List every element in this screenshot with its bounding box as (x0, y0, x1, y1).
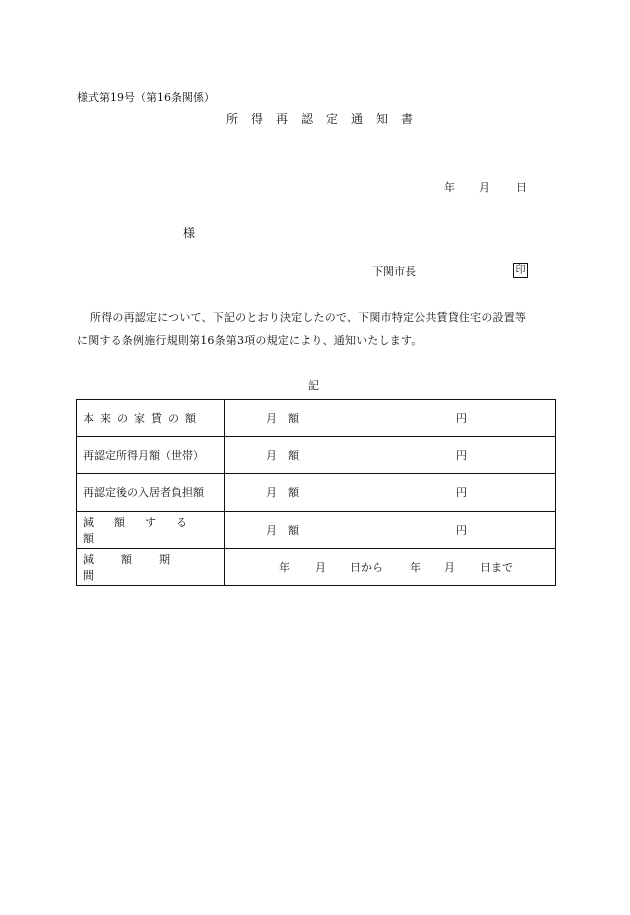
date-year-label: 年 (444, 181, 455, 194)
table-row (77, 511, 556, 548)
table-row (77, 548, 556, 585)
period-from-month: 月 (315, 560, 326, 574)
body-text-line-1: 所得の再認定について、下記のとおり決定したので、下関市特定公共賃貸住宅の設置等 (90, 311, 527, 324)
row-value (225, 437, 556, 474)
row-label: 再認定所得月額（世帯） (77, 437, 225, 474)
yen-label: 円 (456, 449, 467, 463)
table-row (77, 400, 556, 437)
row-value (225, 474, 556, 511)
date-day-label: 日 (516, 181, 527, 194)
monthly-label: 月 額 (266, 412, 299, 426)
yen-label: 円 (456, 412, 467, 426)
seal-mark: 印 (513, 263, 528, 278)
document-title: 所得再認定通知書 (226, 112, 427, 126)
addressee-suffix: 様 (183, 226, 196, 240)
row-label: 本来の家賃の額 (77, 400, 225, 437)
form-number: 様式第19号（第16条関係） (77, 91, 215, 104)
table-row (77, 437, 556, 474)
period-value (225, 548, 556, 585)
yen-label: 円 (456, 523, 467, 537)
period-from-day: 日から (350, 560, 383, 574)
ki-heading: 記 (308, 379, 319, 392)
row-label: 再認定後の入居者負担額 (77, 474, 225, 511)
period-to-year: 年 (410, 560, 421, 574)
table-row (77, 474, 556, 511)
yen-label: 円 (456, 486, 467, 500)
period-to-day: 日まで (480, 560, 513, 574)
issuer-name: 下関市長 (372, 265, 416, 278)
period-from-year: 年 (279, 560, 290, 574)
detail-table (76, 399, 556, 586)
monthly-label: 月 額 (266, 523, 299, 537)
row-value (225, 400, 556, 437)
row-label: 減額する額 (77, 511, 225, 548)
period-to-month: 月 (444, 560, 455, 574)
monthly-label: 月 額 (266, 449, 299, 463)
monthly-label: 月 額 (266, 486, 299, 500)
period-label: 減額期間 (77, 548, 225, 585)
date-month-label: 月 (479, 181, 490, 194)
row-value (225, 511, 556, 548)
body-text-line-2: に関する条例施行規則第16条第3項の規定により、通知いたします。 (77, 334, 423, 347)
